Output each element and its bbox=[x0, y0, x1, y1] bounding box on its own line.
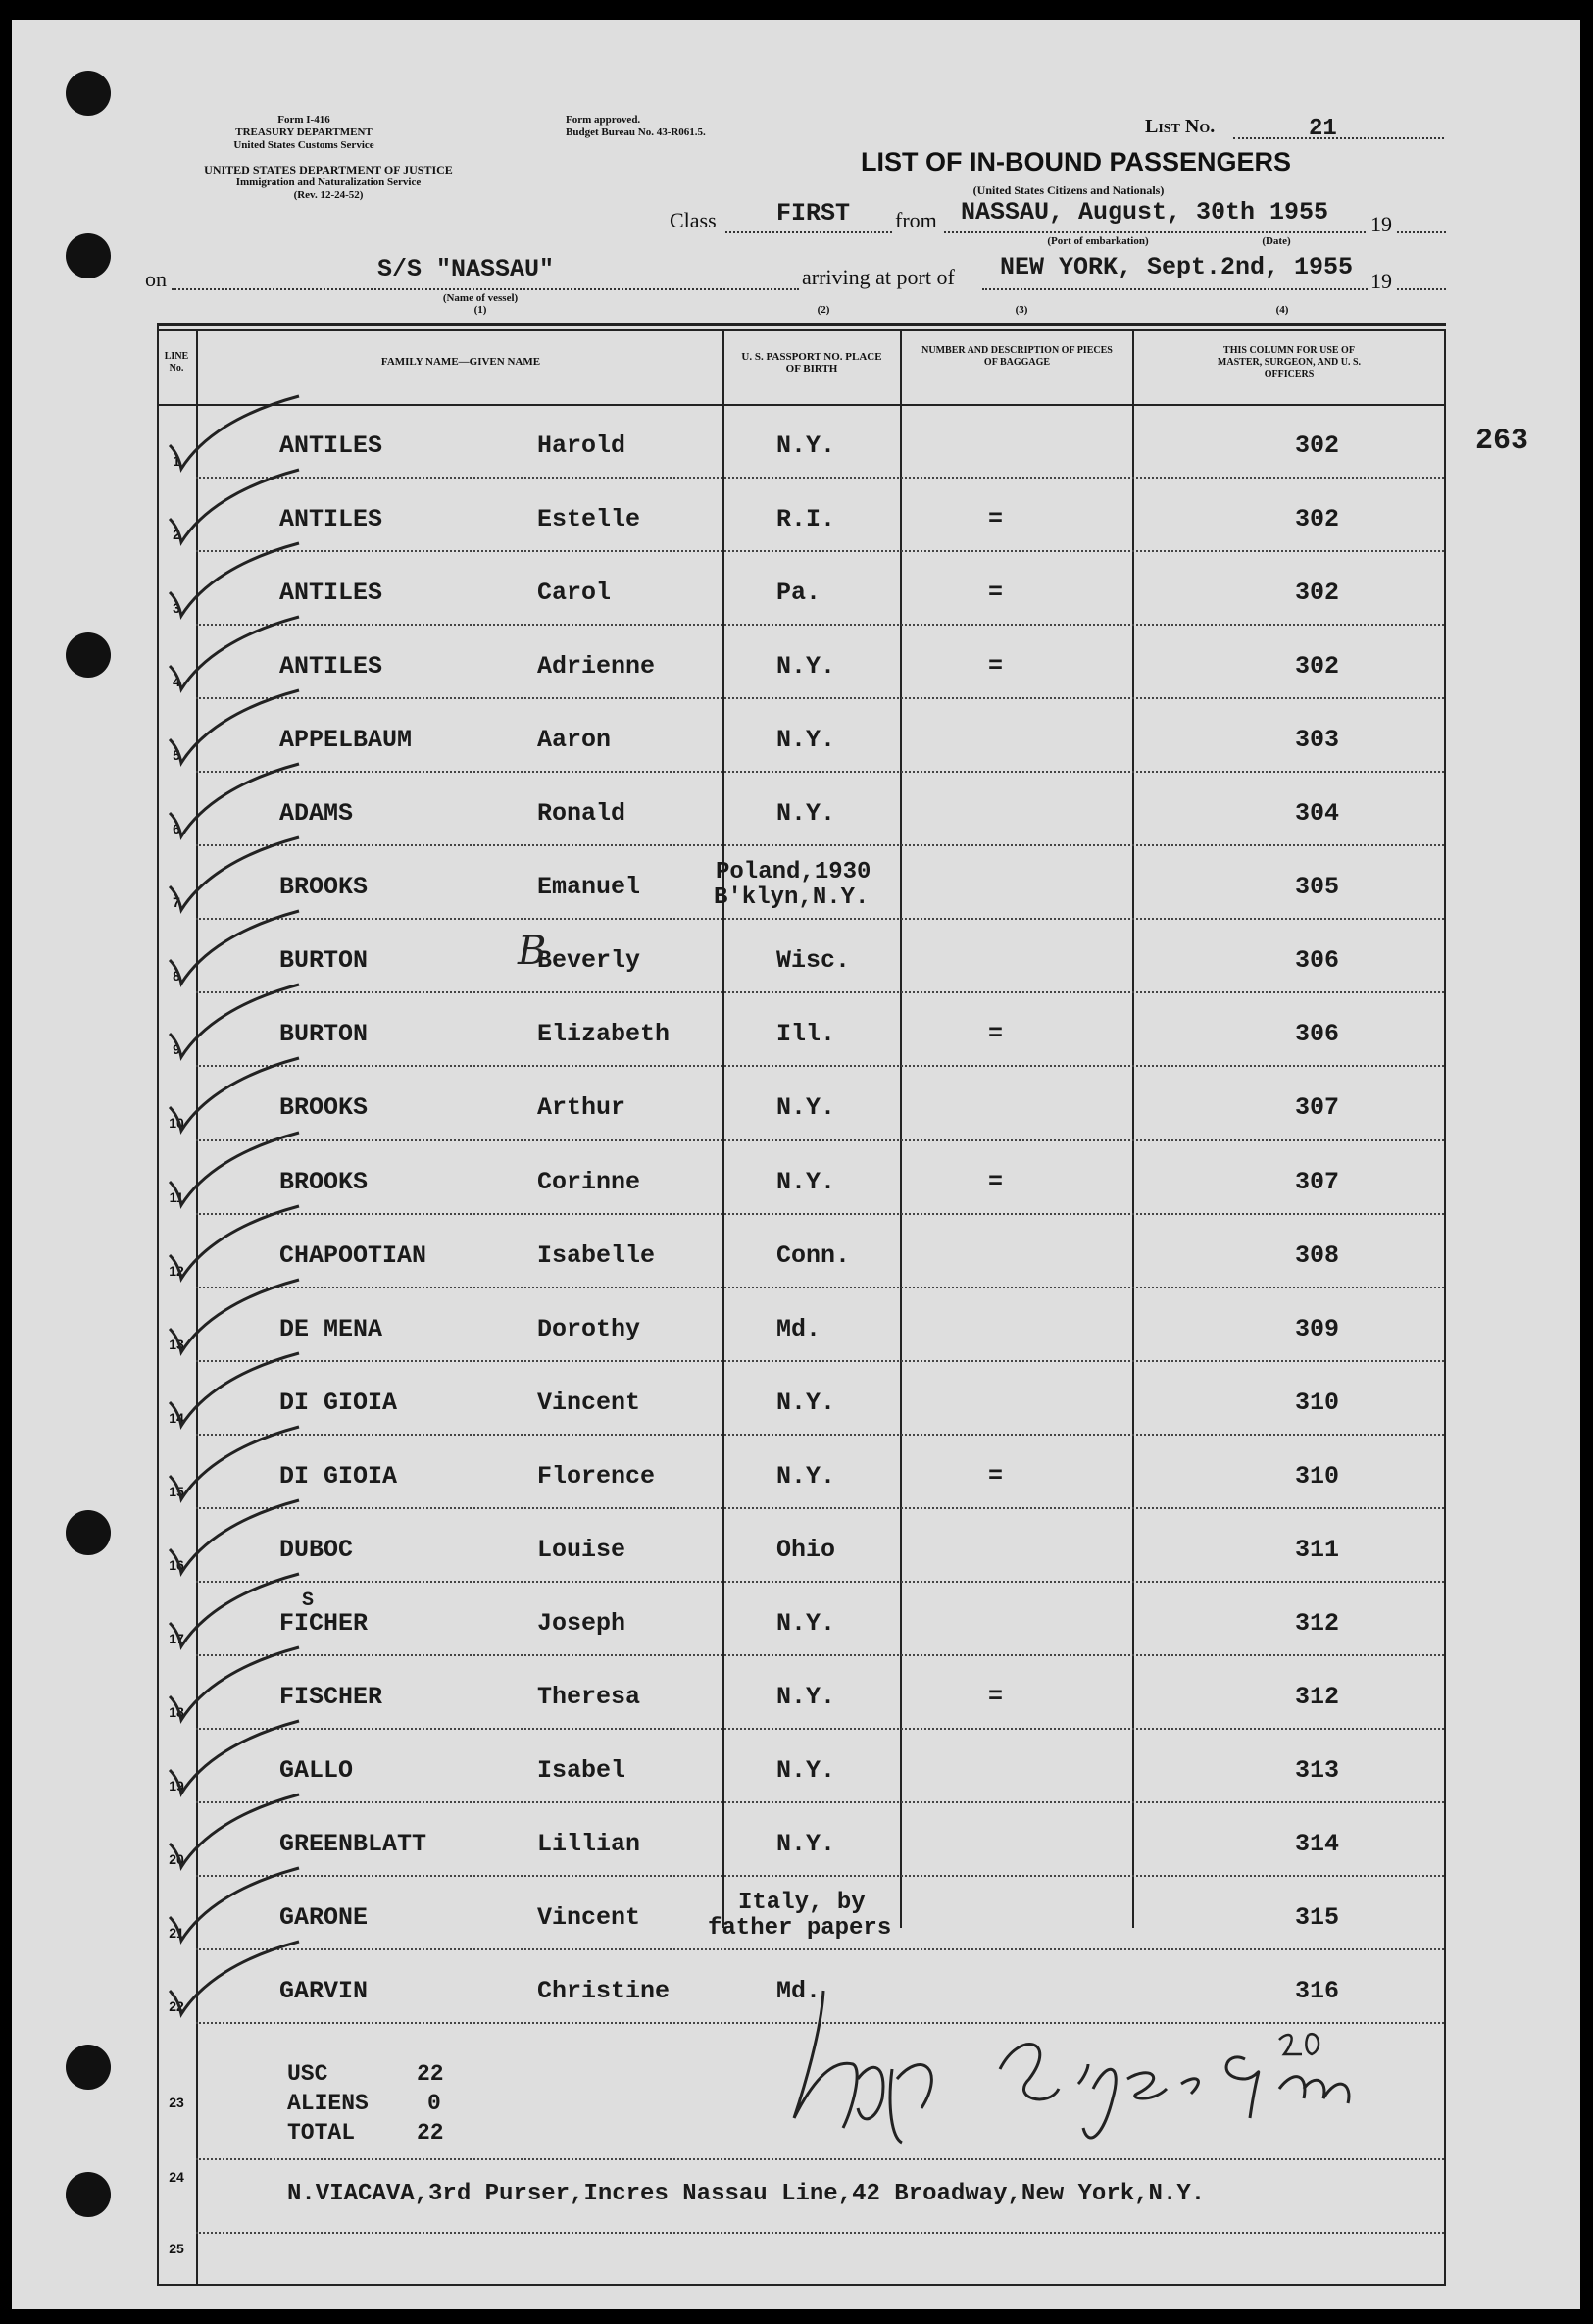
place-of-birth: N.Y. bbox=[776, 1829, 836, 1858]
row-line bbox=[196, 697, 1444, 699]
row-line bbox=[196, 1287, 1444, 1288]
check-mark-icon bbox=[162, 1719, 309, 1797]
place-of-birth: N.Y. bbox=[776, 726, 836, 755]
department-of-justice: UNITED STATES DEPARTMENT OF JUSTICE bbox=[204, 163, 453, 177]
officer-number: 302 bbox=[1295, 431, 1340, 460]
line-number: 7 bbox=[173, 894, 180, 911]
officer-number: 311 bbox=[1295, 1535, 1340, 1564]
family-name: DE MENA bbox=[279, 1314, 383, 1343]
handwritten-initial: B bbox=[518, 929, 547, 975]
year-suffix-arrival: 19 bbox=[1370, 269, 1392, 293]
punch-hole bbox=[66, 233, 111, 278]
given-name: Harold bbox=[537, 431, 626, 460]
list-no-line bbox=[1233, 137, 1444, 139]
list-no-label: List No. bbox=[1145, 116, 1216, 137]
budget-bureau: Budget Bureau No. 43-R061.5. bbox=[566, 126, 706, 138]
given-name: Vincent bbox=[537, 1388, 641, 1417]
from-line bbox=[944, 231, 1366, 233]
check-mark-icon bbox=[162, 1645, 309, 1724]
arrival-value: NEW YORK, Sept.2nd, 1955 bbox=[1000, 253, 1354, 281]
line-number: 8 bbox=[173, 968, 180, 985]
family-name: FICHER bbox=[279, 1608, 369, 1638]
from-label: from bbox=[895, 208, 937, 232]
total-value: 22 bbox=[417, 2120, 444, 2146]
line-number: 17 bbox=[169, 1630, 184, 1646]
check-mark-icon bbox=[162, 1793, 309, 1871]
col-marker-2: (2) bbox=[817, 304, 830, 316]
family-name: BROOKS bbox=[279, 873, 369, 902]
check-mark-icon bbox=[162, 1056, 309, 1135]
list-no-value: 21 bbox=[1309, 116, 1337, 142]
punch-hole bbox=[66, 71, 111, 116]
family-name: GREENBLATT bbox=[279, 1829, 427, 1858]
page-number: 263 bbox=[1475, 425, 1529, 458]
check-mark-icon bbox=[162, 615, 309, 693]
port-of-embarkation-caption: (Port of embarkation) bbox=[1047, 235, 1149, 247]
col-header-name: FAMILY NAME—GIVEN NAME bbox=[380, 356, 541, 368]
line-number: 22 bbox=[169, 1998, 184, 2015]
place-of-birth: N.Y. bbox=[776, 1755, 836, 1785]
officer-number: 302 bbox=[1295, 505, 1340, 534]
line-number: 4 bbox=[173, 674, 180, 690]
officer-number: 312 bbox=[1295, 1682, 1340, 1711]
check-mark-icon bbox=[162, 1425, 309, 1503]
given-name: Beverly bbox=[537, 946, 641, 976]
vessel-line bbox=[172, 288, 799, 290]
baggage-ditto: = bbox=[988, 1461, 1004, 1490]
given-name: Lillian bbox=[537, 1829, 641, 1858]
family-name: DUBOC bbox=[279, 1535, 354, 1564]
place-of-birth: Italy, by bbox=[738, 1890, 866, 1916]
line-number: 1 bbox=[173, 453, 180, 469]
check-mark-icon bbox=[162, 762, 309, 840]
date-caption: (Date) bbox=[1262, 235, 1291, 247]
family-name: APPELBAUM bbox=[279, 726, 413, 755]
row-line bbox=[196, 1360, 1444, 1362]
family-name: CHAPOOTIAN bbox=[279, 1240, 427, 1270]
row-line bbox=[196, 1581, 1444, 1583]
place-of-birth-line-2: father papers bbox=[708, 1915, 892, 1942]
check-mark-icon bbox=[162, 1131, 309, 1209]
place-of-birth: N.Y. bbox=[776, 799, 836, 829]
baggage-ditto: = bbox=[988, 505, 1004, 534]
row-line bbox=[196, 1875, 1444, 1877]
check-mark-icon bbox=[162, 1572, 309, 1650]
given-name: Joseph bbox=[537, 1608, 626, 1638]
row-line bbox=[196, 1434, 1444, 1436]
check-mark-icon bbox=[162, 1498, 309, 1577]
row-line bbox=[196, 844, 1444, 846]
table-top-border bbox=[157, 323, 1446, 326]
usc-label: USC bbox=[287, 2061, 328, 2087]
family-name: BURTON bbox=[279, 1020, 369, 1049]
officer-number: 313 bbox=[1295, 1755, 1340, 1785]
given-name: Arthur bbox=[537, 1093, 626, 1123]
officer-number: 314 bbox=[1295, 1829, 1340, 1858]
place-of-birth: N.Y. bbox=[776, 1388, 836, 1417]
check-mark-icon bbox=[162, 1278, 309, 1356]
table-bottom-border bbox=[157, 2284, 1446, 2286]
row-line bbox=[196, 1213, 1444, 1215]
punch-hole bbox=[66, 632, 111, 678]
immigration-service: Immigration and Naturalization Service bbox=[235, 177, 422, 188]
place-of-birth: N.Y. bbox=[776, 431, 836, 460]
purser-note: N.VIACAVA,3rd Purser,Incres Nassau Line,42 Broadway,New York,N.Y. bbox=[287, 2181, 1206, 2207]
usc-value: 22 bbox=[417, 2061, 444, 2087]
class-line bbox=[725, 231, 892, 233]
place-of-birth: N.Y. bbox=[776, 1167, 836, 1196]
officer-number: 310 bbox=[1295, 1461, 1340, 1490]
line-number: 10 bbox=[169, 1115, 184, 1132]
arrival-line bbox=[982, 288, 1368, 290]
row-line bbox=[196, 477, 1444, 479]
given-name: Adrienne bbox=[537, 652, 656, 682]
baggage-ditto: = bbox=[988, 1167, 1004, 1196]
line-number: 21 bbox=[169, 1925, 184, 1941]
vessel-caption: (Name of vessel) bbox=[442, 292, 519, 304]
col-header-officers: THIS COLUMN FOR USE OF MASTER, SURGEON, AND U. S. OFFICERS bbox=[1217, 345, 1362, 379]
line-number-23: 23 bbox=[169, 2095, 184, 2110]
row-line bbox=[196, 1065, 1444, 1067]
given-name: Carol bbox=[537, 579, 612, 608]
given-name: Isabelle bbox=[537, 1240, 656, 1270]
place-of-birth: R.I. bbox=[776, 505, 836, 534]
baggage-ditto: = bbox=[988, 652, 1004, 682]
given-name: Florence bbox=[537, 1461, 656, 1490]
line-number-24: 24 bbox=[169, 2169, 184, 2185]
place-of-birth: Md. bbox=[776, 1314, 821, 1343]
arriving-label: arriving at port of bbox=[802, 265, 955, 289]
check-mark-icon bbox=[162, 1351, 309, 1430]
col-header-baggage: NUMBER AND DESCRIPTION OF PIECES OF BAGGAGE bbox=[921, 345, 1113, 368]
baggage-divider bbox=[1132, 329, 1134, 1928]
given-name: Vincent bbox=[537, 1903, 641, 1932]
family-name: GARVIN bbox=[279, 1977, 369, 2006]
row-line bbox=[196, 1654, 1444, 1656]
table-top-border-inner bbox=[157, 329, 1446, 331]
check-mark-icon bbox=[162, 1204, 309, 1283]
family-name: ANTILES bbox=[279, 652, 383, 682]
table-right-border bbox=[1444, 329, 1446, 2284]
row-line bbox=[196, 991, 1444, 993]
place-of-birth-line-2: B'klyn,N.Y. bbox=[714, 884, 870, 912]
officer-number: 302 bbox=[1295, 579, 1340, 608]
punch-hole bbox=[66, 2045, 111, 2090]
col-marker-1: (1) bbox=[473, 304, 487, 316]
line-number: 15 bbox=[169, 1483, 184, 1499]
family-name: GARONE bbox=[279, 1903, 369, 1932]
line-number: 20 bbox=[169, 1850, 184, 1867]
place-of-birth: N.Y. bbox=[776, 1608, 836, 1638]
family-name: FISCHER bbox=[279, 1682, 383, 1711]
line-number: 16 bbox=[169, 1556, 184, 1573]
check-mark-icon bbox=[162, 909, 309, 987]
given-name: Elizabeth bbox=[537, 1020, 671, 1049]
punch-hole bbox=[66, 2172, 111, 2217]
class-label: Class bbox=[670, 208, 717, 232]
officer-number: 303 bbox=[1295, 726, 1340, 755]
place-of-birth: Poland,1930 bbox=[716, 859, 871, 886]
family-name: BROOKS bbox=[279, 1167, 369, 1196]
family-name: ANTILES bbox=[279, 431, 383, 460]
baggage-ditto: = bbox=[988, 1682, 1004, 1711]
row-line bbox=[196, 550, 1444, 552]
check-mark-icon bbox=[162, 1866, 309, 1945]
form-approved: Form approved. bbox=[566, 114, 641, 126]
check-mark-icon bbox=[162, 835, 309, 914]
place-of-birth: Wisc. bbox=[776, 946, 851, 976]
given-name: Aaron bbox=[537, 726, 612, 755]
form-number: Form I-416 bbox=[277, 114, 330, 126]
line-number: 3 bbox=[173, 600, 180, 617]
officer-number: 307 bbox=[1295, 1167, 1340, 1196]
name-divider bbox=[722, 329, 724, 1928]
row-line bbox=[196, 1728, 1444, 1730]
officer-number: 309 bbox=[1295, 1314, 1340, 1343]
line-number: 2 bbox=[173, 527, 180, 543]
officer-number: 305 bbox=[1295, 873, 1340, 902]
check-mark-icon bbox=[162, 1940, 309, 2018]
row-line bbox=[196, 918, 1444, 920]
line-number-25: 25 bbox=[169, 2241, 184, 2256]
family-name: DI GIOIA bbox=[279, 1461, 398, 1490]
col-marker-3: (3) bbox=[1015, 304, 1028, 316]
treasury-department: TREASURY DEPARTMENT bbox=[235, 126, 373, 138]
row-line bbox=[196, 1948, 1444, 1950]
passport-divider bbox=[900, 329, 902, 1928]
given-name: Isabel bbox=[537, 1755, 626, 1785]
col-header-passport: U. S. PASSPORT NO. PLACE OF BIRTH bbox=[741, 351, 882, 375]
year-line-1 bbox=[1397, 231, 1446, 233]
officer-number: 312 bbox=[1295, 1608, 1340, 1638]
vessel-value: S/S "NASSAU" bbox=[377, 255, 555, 283]
given-name: Ronald bbox=[537, 799, 626, 829]
family-name: BURTON bbox=[279, 946, 369, 976]
place-of-birth: Conn. bbox=[776, 1240, 851, 1270]
family-name: GALLO bbox=[279, 1755, 354, 1785]
family-name: ADAMS bbox=[279, 799, 354, 829]
officer-number: 316 bbox=[1295, 1977, 1340, 2006]
manifest-subtitle: (United States Citizens and Nationals) bbox=[972, 183, 1165, 197]
table-header-border bbox=[157, 404, 1446, 406]
col-marker-4: (4) bbox=[1275, 304, 1289, 316]
punch-hole bbox=[66, 1510, 111, 1555]
form-revision: (Rev. 12-24-52) bbox=[293, 189, 364, 201]
manifest-title: LIST OF IN-BOUND PASSENGERS bbox=[861, 147, 1292, 177]
place-of-birth: Md. bbox=[776, 1977, 821, 2006]
row-line-23 bbox=[196, 2158, 1444, 2160]
officer-number: 304 bbox=[1295, 799, 1340, 829]
aliens-label: ALIENS bbox=[287, 2091, 369, 2116]
place-of-birth: N.Y. bbox=[776, 1461, 836, 1490]
line-number: 13 bbox=[169, 1336, 184, 1352]
line-number: 6 bbox=[173, 821, 180, 837]
place-of-birth: Ill. bbox=[776, 1020, 836, 1049]
line-number: 19 bbox=[169, 1777, 184, 1794]
given-name: Emanuel bbox=[537, 873, 641, 902]
officer-number: 306 bbox=[1295, 1020, 1340, 1049]
given-name: Estelle bbox=[537, 505, 641, 534]
total-label: TOTAL bbox=[287, 2120, 356, 2146]
aliens-value: 0 bbox=[427, 2091, 441, 2116]
given-name: Christine bbox=[537, 1977, 671, 2006]
line-number: 12 bbox=[169, 1262, 184, 1279]
officer-number: 307 bbox=[1295, 1093, 1340, 1123]
officer-number: 306 bbox=[1295, 946, 1340, 976]
family-name: ANTILES bbox=[279, 579, 383, 608]
row-line bbox=[196, 624, 1444, 626]
baggage-ditto: = bbox=[988, 1020, 1004, 1049]
family-name: BROOKS bbox=[279, 1093, 369, 1123]
place-of-birth: N.Y. bbox=[776, 1682, 836, 1711]
line-number: 11 bbox=[169, 1188, 184, 1205]
baggage-ditto: = bbox=[988, 579, 1004, 608]
officer-number: 315 bbox=[1295, 1903, 1340, 1932]
officer-number: 302 bbox=[1295, 652, 1340, 682]
check-mark-icon bbox=[162, 468, 309, 546]
given-name: Theresa bbox=[537, 1682, 641, 1711]
class-value: FIRST bbox=[776, 199, 851, 227]
on-label: on bbox=[145, 267, 167, 291]
officer-number: 310 bbox=[1295, 1388, 1340, 1417]
customs-service: United States Customs Service bbox=[233, 139, 374, 151]
given-name: Louise bbox=[537, 1535, 626, 1564]
line-number: 5 bbox=[173, 747, 180, 764]
check-mark-icon bbox=[162, 394, 309, 473]
family-name: ANTILES bbox=[279, 505, 383, 534]
place-of-birth: Ohio bbox=[776, 1535, 836, 1564]
check-mark-icon bbox=[162, 983, 309, 1061]
year-line-2 bbox=[1397, 288, 1446, 290]
line-number: 18 bbox=[169, 1703, 184, 1720]
row-line bbox=[196, 1507, 1444, 1509]
col-header-line-no: LINE No. bbox=[164, 351, 189, 374]
row-line-24 bbox=[196, 2232, 1444, 2234]
year-suffix-from: 19 bbox=[1370, 212, 1392, 236]
check-mark-icon bbox=[162, 541, 309, 620]
from-value: NASSAU, August, 30th 1955 bbox=[961, 198, 1329, 227]
place-of-birth: N.Y. bbox=[776, 652, 836, 682]
family-name: DI GIOIA bbox=[279, 1388, 398, 1417]
spelling-correction: S bbox=[302, 1589, 315, 1612]
line-number: 14 bbox=[169, 1409, 184, 1426]
row-line bbox=[196, 771, 1444, 773]
officer-number: 308 bbox=[1295, 1240, 1340, 1270]
given-name: Corinne bbox=[537, 1167, 641, 1196]
inspector-signature bbox=[765, 1971, 1372, 2147]
place-of-birth: Pa. bbox=[776, 579, 821, 608]
place-of-birth: N.Y. bbox=[776, 1093, 836, 1123]
row-line bbox=[196, 1801, 1444, 1803]
given-name: Dorothy bbox=[537, 1314, 641, 1343]
line-number: 9 bbox=[173, 1041, 180, 1058]
table-left-border bbox=[157, 323, 159, 2284]
row-line bbox=[196, 1139, 1444, 1141]
check-mark-icon bbox=[162, 688, 309, 767]
